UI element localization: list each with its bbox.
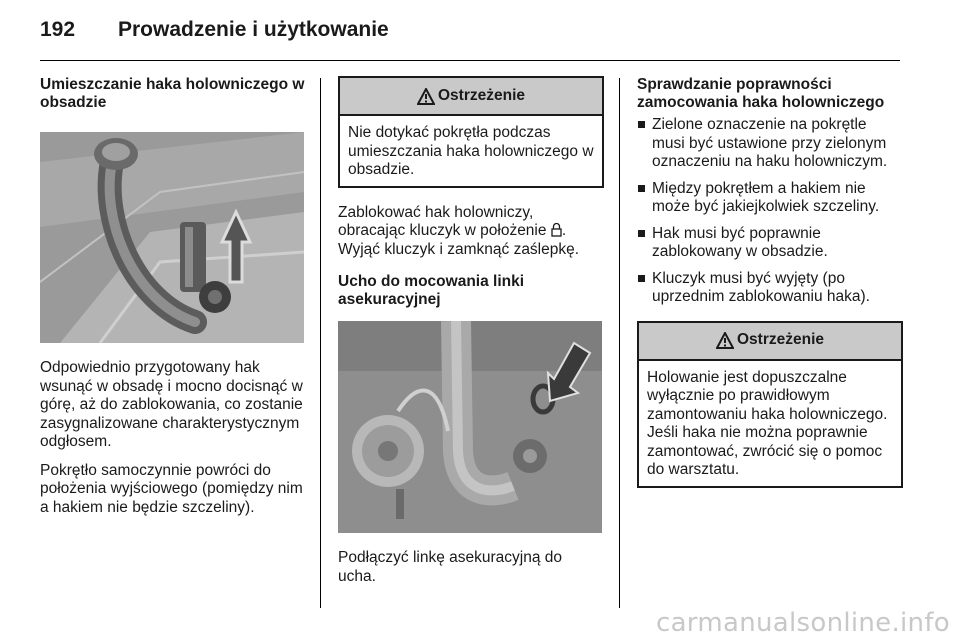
section-heading-hook-insertion: Umieszczanie haka holowniczego w obsadzie bbox=[40, 76, 305, 111]
lock-symbol-icon bbox=[551, 222, 562, 237]
paragraph-connect-cable: Podłączyć linkę asekuracyjną do ucha. bbox=[338, 549, 563, 585]
section-heading-safety-eye: Ucho do mocowania linki asekuracyjnej bbox=[338, 273, 525, 308]
check-list bbox=[637, 116, 903, 307]
paragraph-knob-return: Pokrętło samoczynnie powróci do położenia wyjściowego (pomiędzy nim a hakiem nie będzie szczeliny). bbox=[40, 461, 303, 516]
warning-header bbox=[340, 78, 602, 116]
paragraph-lock-hook: Zablokować hak holowniczy, obracając kluczyk w położenie . Wyjąć kluczyk i zamknąć zaślepkę. bbox=[338, 203, 580, 258]
warning-box bbox=[637, 321, 903, 488]
column-divider-1 bbox=[320, 78, 321, 608]
list-item: Hak musi być poprawnie zablokowany w obsadzie. bbox=[637, 225, 903, 262]
section-heading-check-mounting: Sprawdzanie poprawności zamocowania haka holowniczego bbox=[637, 76, 885, 111]
paragraph-hook-insertion: Odpowiednio przygotowany hak wsunąć w obsadę i mocno docisnąć w górę, aż do zablokowania, co zostanie zasygnalizowane charakterystycznym odgłosem. bbox=[40, 359, 303, 450]
warning-triangle-icon bbox=[417, 88, 435, 105]
warning-title: Ostrzeżenie bbox=[736, 331, 824, 349]
page-number: 192 bbox=[40, 18, 76, 41]
list-item: Zielone oznaczenie na pokrętle musi być ustawione przy zielonym oznaczeniu na haku holowniczym. bbox=[637, 116, 903, 172]
column-1 bbox=[40, 76, 306, 527]
warning-header bbox=[639, 323, 901, 361]
column-2 bbox=[338, 76, 604, 596]
watermark: carmanualsonline.info bbox=[655, 608, 950, 638]
column-divider-2 bbox=[619, 78, 620, 608]
list-item: Między pokrętłem a hakiem nie może być jakiejkolwiek szczeliny. bbox=[637, 180, 903, 217]
safety-cable-eye-illustration bbox=[338, 321, 602, 533]
list-item: Kluczyk musi być wyjęty (po uprzednim zablokowaniu haka). bbox=[637, 270, 903, 307]
warning-box bbox=[338, 76, 604, 188]
paragraph-remove-key: Wyjąć kluczyk i zamknąć zaślepkę. bbox=[338, 240, 580, 258]
warning-triangle-icon bbox=[716, 332, 734, 349]
tow-hook-insertion-illustration bbox=[40, 132, 304, 343]
warning-text: Nie dotykać pokrętła podczas umieszczania haka holowniczego w obsadzie. bbox=[348, 124, 594, 178]
warning-text: Holowanie jest dopuszczalne wyłącznie po prawidłowym zamontowaniu haka holowniczego. Jeśli haka nie można poprawnie zamontować, zwrócić się o pomoc do warsztatu. bbox=[647, 368, 888, 478]
page-header bbox=[40, 18, 389, 48]
header-rule bbox=[40, 60, 900, 61]
warning-title: Ostrzeżenie bbox=[437, 86, 525, 104]
page-title: Prowadzenie i użytkowanie bbox=[118, 18, 389, 41]
column-3 bbox=[637, 76, 903, 504]
